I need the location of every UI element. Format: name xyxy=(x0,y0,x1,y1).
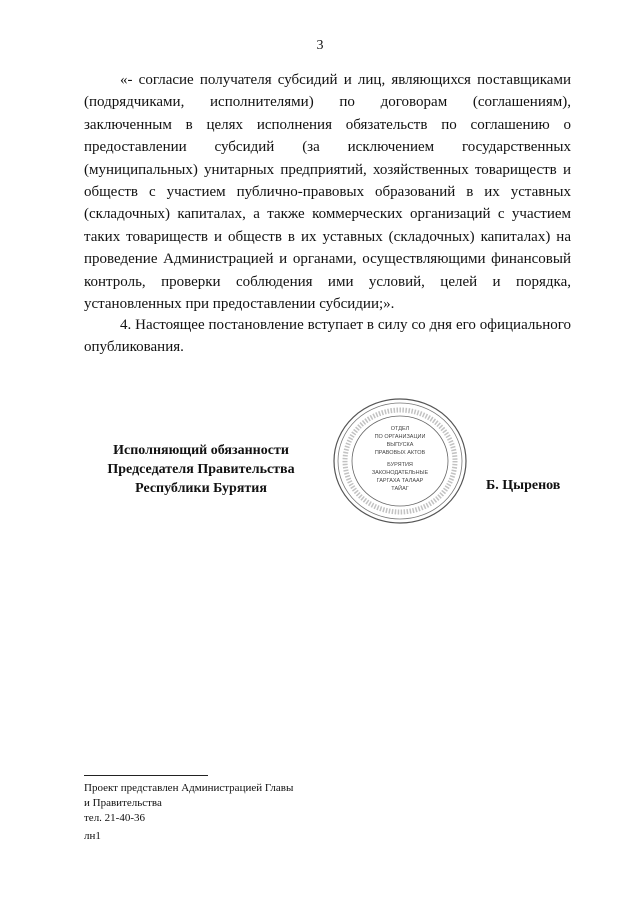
official-seal-icon xyxy=(332,397,468,525)
seal-text: ПО ОРГАНИЗАЦИИ xyxy=(374,434,426,440)
signatory-name: Б. Цыренов xyxy=(486,478,561,493)
page-number: 3 xyxy=(316,38,324,53)
footnote-phone: тел. 21-40-36 xyxy=(84,812,146,824)
seal-text: ГАРГАХА ТАЛААР xyxy=(376,478,424,484)
document-code: лн1 xyxy=(84,830,101,842)
footnote-divider xyxy=(84,775,208,776)
seal-text: БУРЯТИЯ xyxy=(387,462,413,468)
seal-text: ОТДЕЛ xyxy=(390,426,410,432)
footnote-line: Проект представлен Администрацией Главы xyxy=(84,782,294,794)
body-paragraph-effective-date: 4. Настоящее постановление вступает в силу со дня его официального опубликования. xyxy=(84,317,571,356)
signatory-title xyxy=(72,441,330,498)
signatory-title-line: Председателя Правительства xyxy=(107,462,295,477)
signatory-title-line: Республики Бурятия xyxy=(135,481,267,496)
footnote xyxy=(84,781,293,826)
body-paragraph-consent: «- согласие получателя субсидий и лиц, являющихся поставщиками (подрядчиками, исполнителями) по договорам (соглашениям), заключенным в целях исполнения обязательств по соглашению о предоставлении субсидий (за исключением государственных (муниципальных) унитарных предприятий, хозяйственных товариществ и обществ с участием публично-правовых образований в их уставных (складочных) капиталах, а также коммерческих организаций с участием таких товариществ и обществ в их уставных (складочных) капиталах) на проведение Администрацией и органами, осуществляющими финансовый контроль, проверки соблюдения ими условий, целей и порядка, установленных при предоставлении субсидии;». xyxy=(84,72,571,313)
signatory-title-line: Исполняющий обязанности xyxy=(113,443,289,458)
seal-text: ТАЙАГ xyxy=(391,486,409,492)
seal-text: ЗАКОНОДАТЕЛЬНЫЕ xyxy=(371,470,429,476)
footnote-line: и Правительства xyxy=(84,797,162,809)
seal-text: ВЫПУСКА xyxy=(386,442,414,448)
seal-text: ПРАВОВЫХ АКТОВ xyxy=(374,450,426,456)
